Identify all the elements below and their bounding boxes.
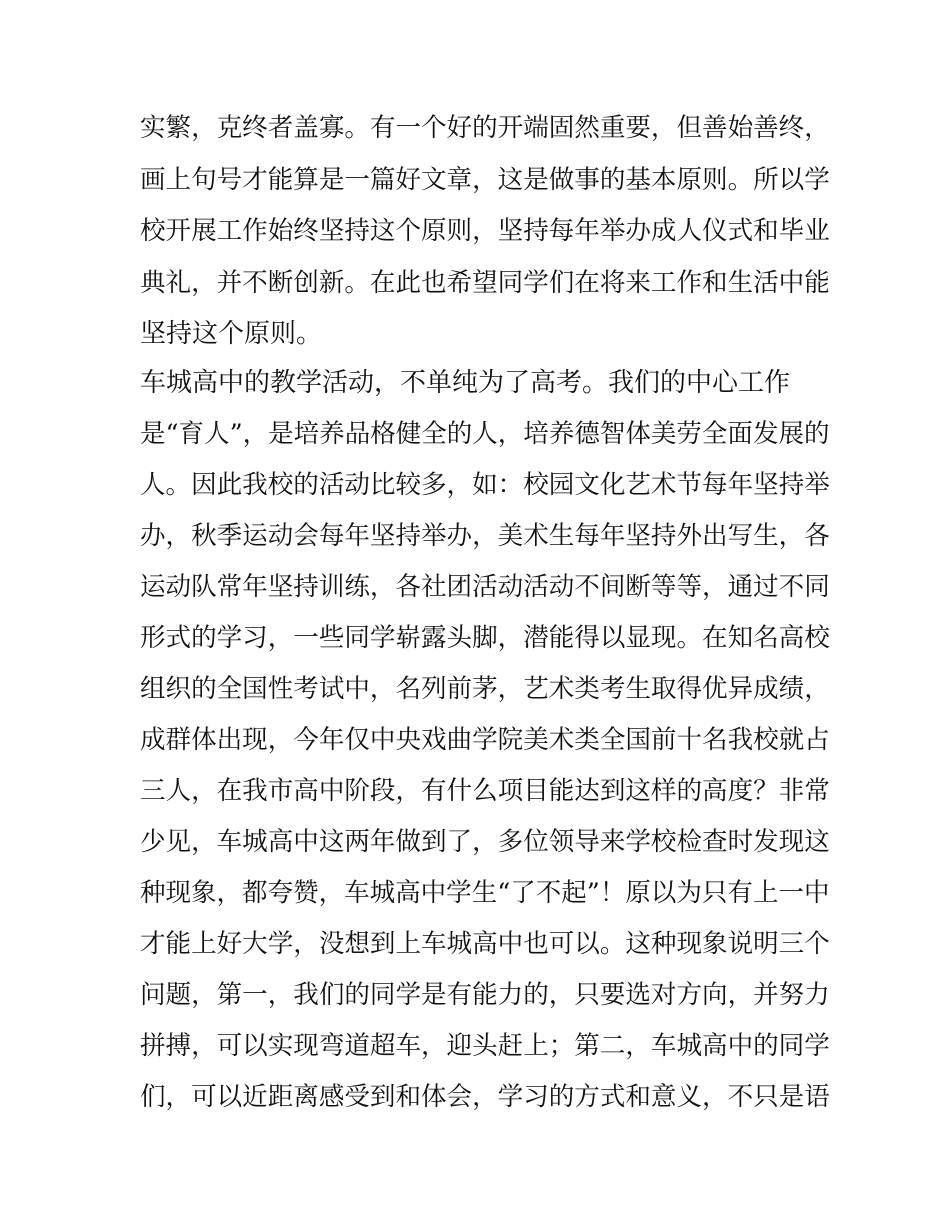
text-line: 人。因此我校的活动比较多，如：校园文化艺术节每年坚持举 xyxy=(140,470,830,500)
text-line: 种现象，都夸赞，车城高中学生“了不起”！原以为只有上一中 xyxy=(140,878,830,908)
text-line: 校开展工作始终坚持这个原则，坚持每年举办成人仪式和毕业 xyxy=(140,216,830,246)
text-line: 成群体出现，今年仅中央戏曲学院美术类全国前十名我校就占 xyxy=(140,725,830,755)
text-line: 实繁，克终者盖寡。有一个好的开端固然重要，但善始善终， xyxy=(140,113,830,143)
text-line: 形式的学习，一些同学崭露头脚，潜能得以显现。在知名高校 xyxy=(140,623,830,653)
text-line: 是“育人”，是培养品格健全的人，培养德智体美劳全面发展的 xyxy=(140,419,830,449)
text-line: 拼搏，可以实现弯道超车，迎头赶上；第二，车城高中的同学 xyxy=(140,1031,830,1061)
text-line: 办，秋季运动会每年坚持举办，美术生每年坚持外出写生，各 xyxy=(140,521,830,551)
text-line: 典礼，并不断创新。在此也希望同学们在将来工作和生活中能 xyxy=(140,268,830,298)
text-line: 运动队常年坚持训练，各社团活动活动不间断等等，通过不同 xyxy=(140,572,830,602)
text-line: 们，可以近距离感受到和体会，学习的方式和意义，不只是语 xyxy=(140,1082,830,1112)
text-line: 画上句号才能算是一篇好文章，这是做事的基本原则。所以学 xyxy=(140,165,830,195)
text-line: 坚持这个原则。 xyxy=(140,319,323,349)
text-line: 问题，第一，我们的同学是有能力的，只要选对方向，并努力 xyxy=(140,980,830,1010)
text-line: 组织的全国性考试中，名列前茅，艺术类考生取得优异成绩， xyxy=(140,674,830,704)
text-line: 才能上好大学，没想到上车城高中也可以。这种现象说明三个 xyxy=(140,929,830,959)
text-line: 少见，车城高中这两年做到了，多位领导来学校检查时发现这 xyxy=(140,827,830,857)
text-line: 车城高中的教学活动，不单纯为了高考。我们的中心工作 xyxy=(140,368,791,398)
text-line: 三人，在我市高中阶段，有什么项目能达到这样的高度？非常 xyxy=(140,776,830,806)
